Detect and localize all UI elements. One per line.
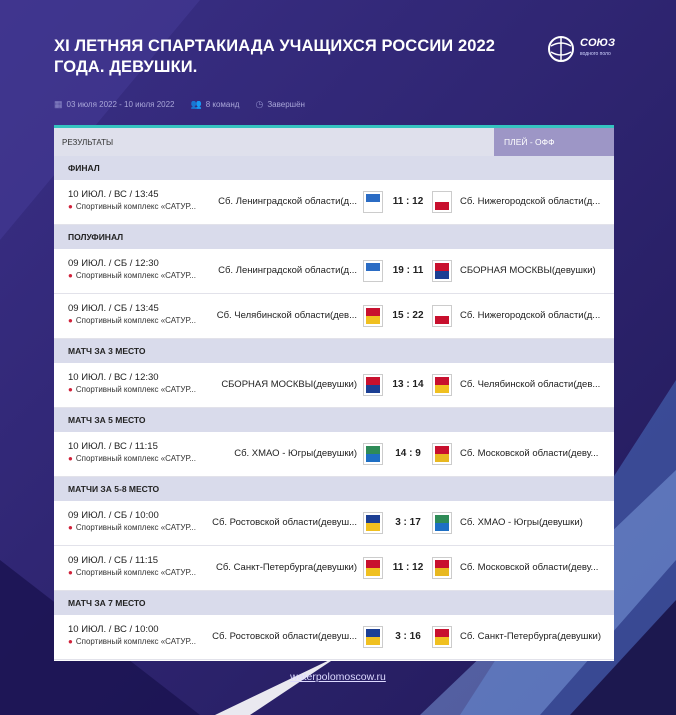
match-date: 09 ИЮЛ. / СБ / 12:30 [68, 258, 159, 269]
results-panel [54, 125, 614, 661]
match-score[interactable]: 14 : 9 [395, 448, 421, 459]
moscow-flag-icon [432, 260, 452, 282]
status-label: Завершён [267, 100, 305, 109]
match-date: 10 ИЮЛ. / ВС / 10:00 [68, 624, 159, 635]
match-place [68, 567, 218, 578]
round-title: ПОЛУФИНАЛ [54, 225, 614, 249]
match-when [68, 303, 218, 326]
match-row[interactable] [54, 363, 614, 408]
location-pin-icon: ● [68, 454, 73, 463]
match-score[interactable]: 11 : 12 [392, 562, 424, 573]
chelyabinsk-flag-icon [432, 374, 452, 396]
match-date: 10 ИЮЛ. / ВС / 13:45 [68, 189, 159, 200]
clock-icon: ◷ [255, 99, 264, 109]
location-pin-icon: ● [68, 637, 73, 646]
match-place-label: Спортивный комплекс «САТУР... [75, 316, 196, 325]
match-place [68, 453, 218, 464]
match-when [68, 510, 218, 533]
match-date: 10 ИЮЛ. / ВС / 12:30 [68, 372, 159, 383]
tournament-meta [54, 99, 305, 110]
round-title: ФИНАЛ [54, 156, 614, 180]
match-place-label: Спортивный комплекс «САТУР... [75, 454, 196, 463]
status-item [255, 99, 304, 110]
moscow-flag-icon [363, 374, 383, 396]
rostov-flag-icon [363, 626, 383, 648]
match-when [68, 441, 218, 464]
tabs [54, 128, 614, 156]
match-place-label: Спортивный комплекс «САТУР... [75, 523, 196, 532]
home-team[interactable]: Сб. Ростовской области(девуш... [212, 631, 357, 642]
location-pin-icon: ● [68, 271, 73, 280]
match-score[interactable]: 15 : 22 [392, 310, 424, 321]
nizhny-flag-icon [432, 191, 452, 213]
location-pin-icon: ● [68, 316, 73, 325]
match-place-label: Спортивный комплекс «САТУР... [75, 271, 196, 280]
away-team[interactable]: Сб. Нижегородской области(д... [460, 310, 601, 321]
away-team[interactable]: Сб. Московской области(деву... [460, 562, 599, 573]
match-place [68, 636, 218, 647]
dates-label: 03 июля 2022 - 10 июля 2022 [66, 100, 175, 109]
match-score[interactable]: 19 : 11 [392, 265, 424, 276]
match-place [68, 522, 218, 533]
away-team[interactable]: Сб. Нижегородской области(д... [460, 196, 601, 207]
waterpolo-ball-icon [546, 34, 576, 64]
logo-subtitle: водного поло [580, 51, 611, 57]
rostov-flag-icon [363, 512, 383, 534]
match-place-label: Спортивный комплекс «САТУР... [75, 568, 196, 577]
footer-link[interactable]: waterpolomoscow.ru [290, 671, 386, 683]
home-team[interactable]: Сб. Челябинской области(дев... [216, 310, 357, 321]
match-row[interactable] [54, 294, 614, 339]
away-team[interactable]: Сб. Челябинской области(дев... [460, 379, 601, 390]
match-row[interactable] [54, 432, 614, 477]
match-when [68, 555, 218, 578]
home-team[interactable]: Сб. ХМАО - Югры(девушки) [234, 448, 357, 459]
match-place-label: Спортивный комплекс «САТУР... [75, 202, 196, 211]
tab-playoff[interactable]: ПЛЕЙ - ОФФ [494, 128, 614, 156]
match-score[interactable]: 3 : 17 [395, 517, 421, 528]
chelyabinsk-flag-icon [363, 305, 383, 327]
location-pin-icon: ● [68, 568, 73, 577]
location-pin-icon: ● [68, 523, 73, 532]
match-place [68, 315, 218, 326]
nizhny-flag-icon [432, 305, 452, 327]
home-team[interactable]: Сб. Ленинградской области(д... [218, 196, 357, 207]
leningrad-flag-icon [363, 260, 383, 282]
match-date: 09 ИЮЛ. / СБ / 13:45 [68, 303, 159, 314]
moscow-oblast-flag-icon [432, 443, 452, 465]
match-place-label: Спортивный комплекс «САТУР... [75, 637, 196, 646]
home-team[interactable]: Сб. Санкт-Петербурга(девушки) [216, 562, 357, 573]
match-place [68, 201, 218, 212]
match-row[interactable] [54, 615, 614, 660]
match-score[interactable]: 3 : 16 [395, 631, 421, 642]
round-title: МАТЧ ЗА 3 МЕСТО [54, 339, 614, 363]
match-place [68, 384, 218, 395]
spb-flag-icon [432, 626, 452, 648]
home-team[interactable]: Сб. Ростовской области(девуш... [212, 517, 357, 528]
home-team[interactable]: Сб. Ленинградской области(д... [218, 265, 357, 276]
away-team[interactable]: СБОРНАЯ МОСКВЫ(девушки) [460, 265, 596, 276]
khmao-flag-icon [432, 512, 452, 534]
match-when [68, 189, 218, 212]
tab-results[interactable]: РЕЗУЛЬТАТЫ [54, 128, 494, 156]
match-row[interactable] [54, 501, 614, 546]
away-team[interactable]: Сб. Санкт-Петербурга(девушки) [460, 631, 601, 642]
match-row[interactable] [54, 180, 614, 225]
match-score[interactable]: 13 : 14 [392, 379, 424, 390]
location-pin-icon: ● [68, 385, 73, 394]
khmao-flag-icon [363, 443, 383, 465]
match-place [68, 270, 218, 281]
spb-flag-icon [363, 557, 383, 579]
match-date: 10 ИЮЛ. / ВС / 11:15 [68, 441, 158, 452]
match-when [68, 624, 218, 647]
match-date: 09 ИЮЛ. / СБ / 11:15 [68, 555, 159, 566]
moscow-oblast-flag-icon [432, 557, 452, 579]
match-row[interactable] [54, 249, 614, 294]
calendar-icon: ▦ [54, 99, 63, 109]
round-title: МАТЧ ЗА 7 МЕСТО [54, 591, 614, 615]
logo-name: СОЮЗ [580, 37, 616, 49]
match-when [68, 372, 218, 395]
round-title: МАТЧ ЗА 5 МЕСТО [54, 408, 614, 432]
union-logo[interactable] [546, 34, 626, 70]
dates-item [54, 99, 175, 110]
match-when [68, 258, 218, 281]
round-title: МАТЧИ ЗА 5-8 МЕСТО [54, 477, 614, 501]
match-row[interactable] [54, 546, 614, 591]
teams-item [191, 99, 240, 110]
people-icon: 👥 [190, 99, 202, 109]
home-team[interactable]: СБОРНАЯ МОСКВЫ(девушки) [221, 379, 357, 390]
away-team[interactable]: Сб. ХМАО - Югры(девушки) [460, 517, 583, 528]
location-pin-icon: ● [68, 202, 73, 211]
match-place-label: Спортивный комплекс «САТУР... [75, 385, 196, 394]
page-title: XI ЛЕТНЯЯ СПАРТАКИАДА УЧАЩИХСЯ РОССИИ 2022 ГОДА. ДЕВУШКИ. [54, 37, 496, 76]
match-score[interactable]: 11 : 12 [392, 196, 424, 207]
match-date: 09 ИЮЛ. / СБ / 10:00 [68, 510, 159, 521]
rounds-list [54, 156, 614, 660]
leningrad-flag-icon [363, 191, 383, 213]
teams-label: 8 команд [205, 100, 240, 109]
away-team[interactable]: Сб. Московской области(деву... [460, 448, 599, 459]
